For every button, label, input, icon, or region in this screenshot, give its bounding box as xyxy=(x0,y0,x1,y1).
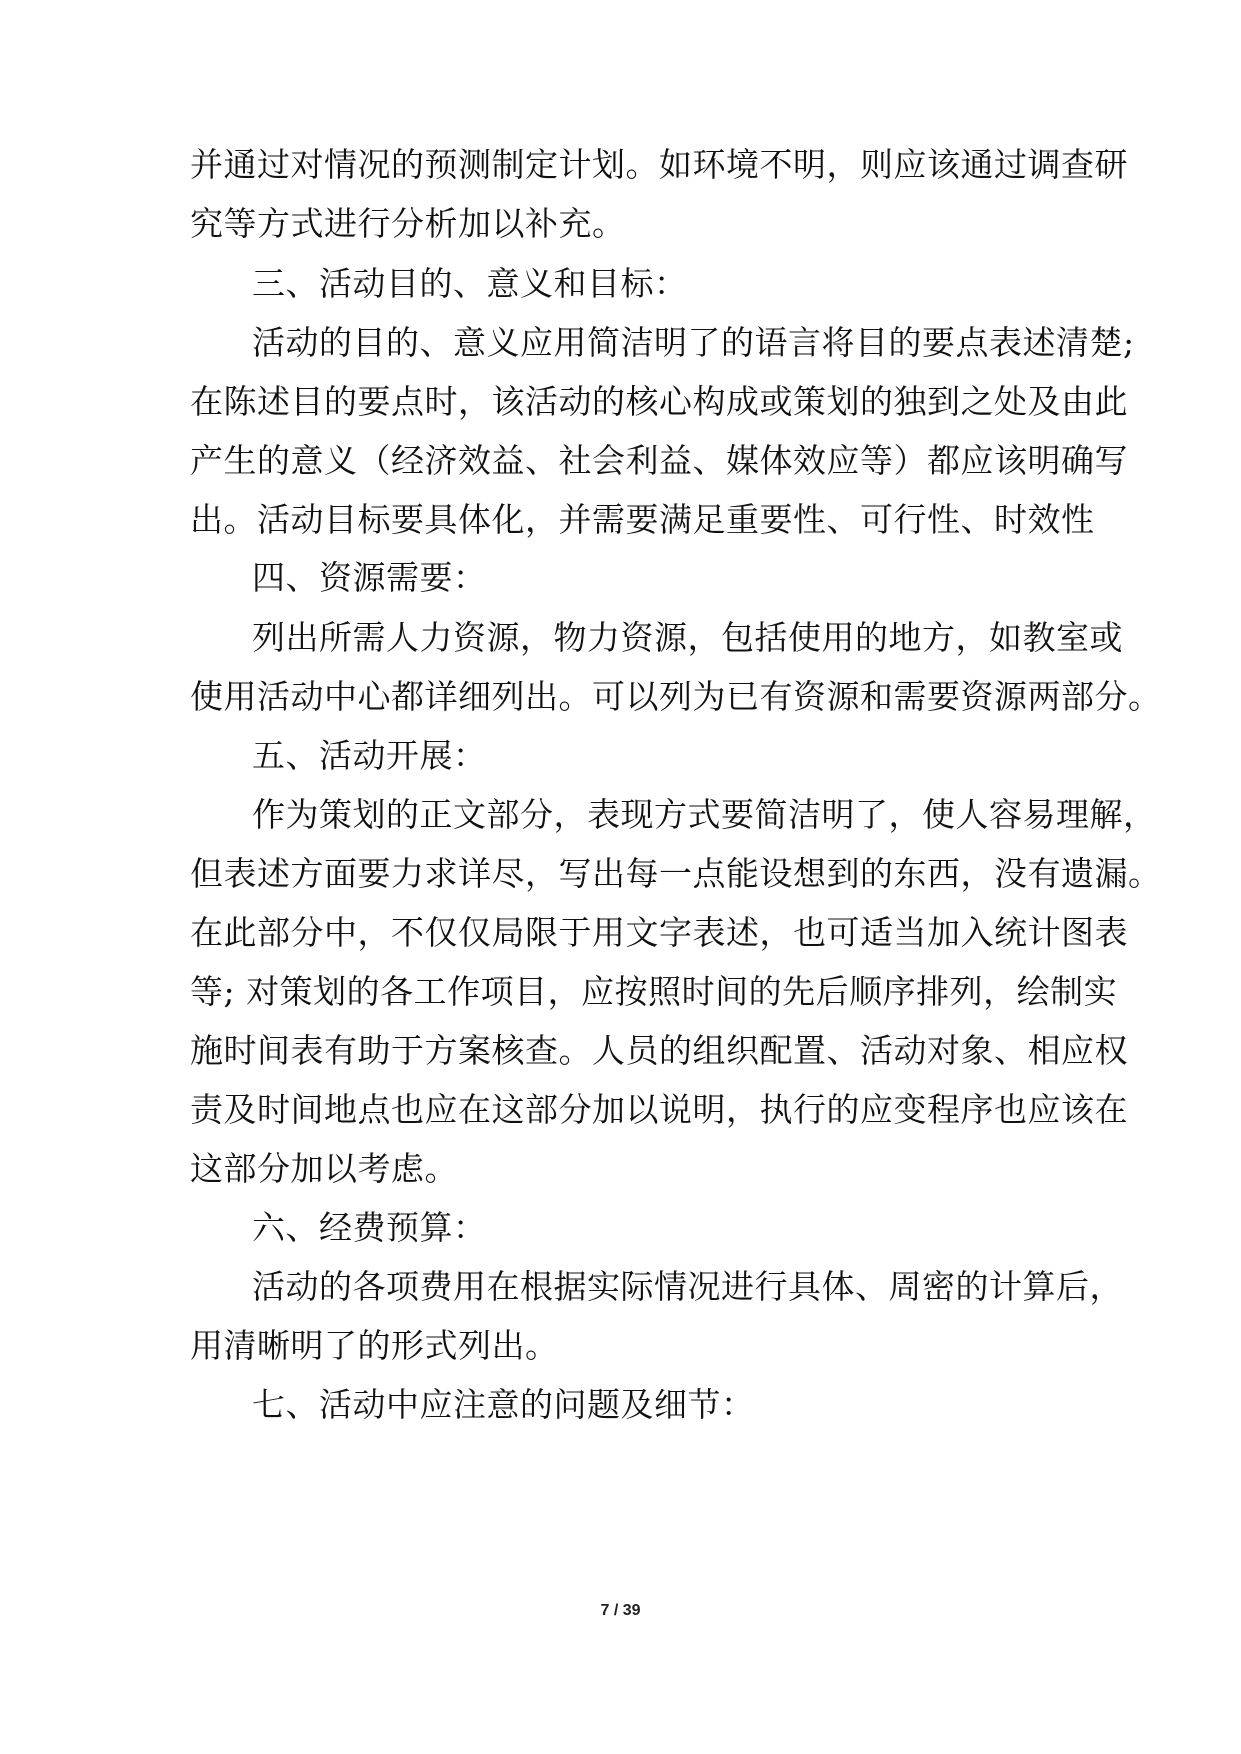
text-line: 活动的各项费用在根据实际情况进行具体、周密的计算后， xyxy=(252,1267,1123,1306)
text-line: 但表述方面要力求详尽，写出每一点能设想到的东西，没有遗漏。 xyxy=(190,854,1162,893)
section-heading: 四、资源需要： xyxy=(252,558,487,597)
text-line: 责及时间地点也应在这部分加以说明，执行的应变程序也应该在 xyxy=(190,1090,1128,1129)
section-heading: 七、活动中应注意的问题及细节： xyxy=(252,1385,755,1424)
text-line: 作为策划的正文部分，表现方式要简洁明了，使人容易理解， xyxy=(252,795,1157,834)
text-line: 出。活动目标要具体化，并需要满足重要性、可行性、时效性 xyxy=(190,500,1095,539)
text-line: 这部分加以考虑。 xyxy=(190,1149,458,1188)
section-heading: 五、活动开展： xyxy=(252,736,487,775)
text-line: 产生的意义（经济效益、社会利益、媒体效应等）都应该明确写 xyxy=(190,441,1128,480)
section-heading: 三、活动目的、意义和目标： xyxy=(252,264,688,303)
text-line: 活动的目的、意义应用简洁明了的语言将目的要点表述清楚; xyxy=(252,323,1135,362)
text-line: 施时间表有助于方案核查。人员的组织配置、活动对象、相应权 xyxy=(190,1031,1128,1070)
text-line: 并通过对情况的预测制定计划。如环境不明，则应该通过调查研 xyxy=(190,145,1128,184)
text-line: 在陈述目的要点时，该活动的核心构成或策划的独到之处及由此 xyxy=(190,382,1128,421)
section-heading: 六、经费预算： xyxy=(252,1208,487,1247)
text-line: 列出所需人力资源，物力资源，包括使用的地方，如教室或 xyxy=(252,618,1123,657)
text-line: 等; 对策划的各工作项目，应按照时间的先后顺序排列，绘制实 xyxy=(190,972,1118,1011)
text-line: 在此部分中，不仅仅局限于用文字表述，也可适当加入统计图表 xyxy=(190,913,1128,952)
text-line: 使用活动中心都详细列出。可以列为已有资源和需要资源两部分。 xyxy=(190,677,1162,716)
page-number: 7 / 39 xyxy=(600,1602,641,1619)
text-line: 究等方式进行分析加以补充。 xyxy=(190,204,626,243)
text-line: 用清晰明了的形式列出。 xyxy=(190,1326,559,1365)
